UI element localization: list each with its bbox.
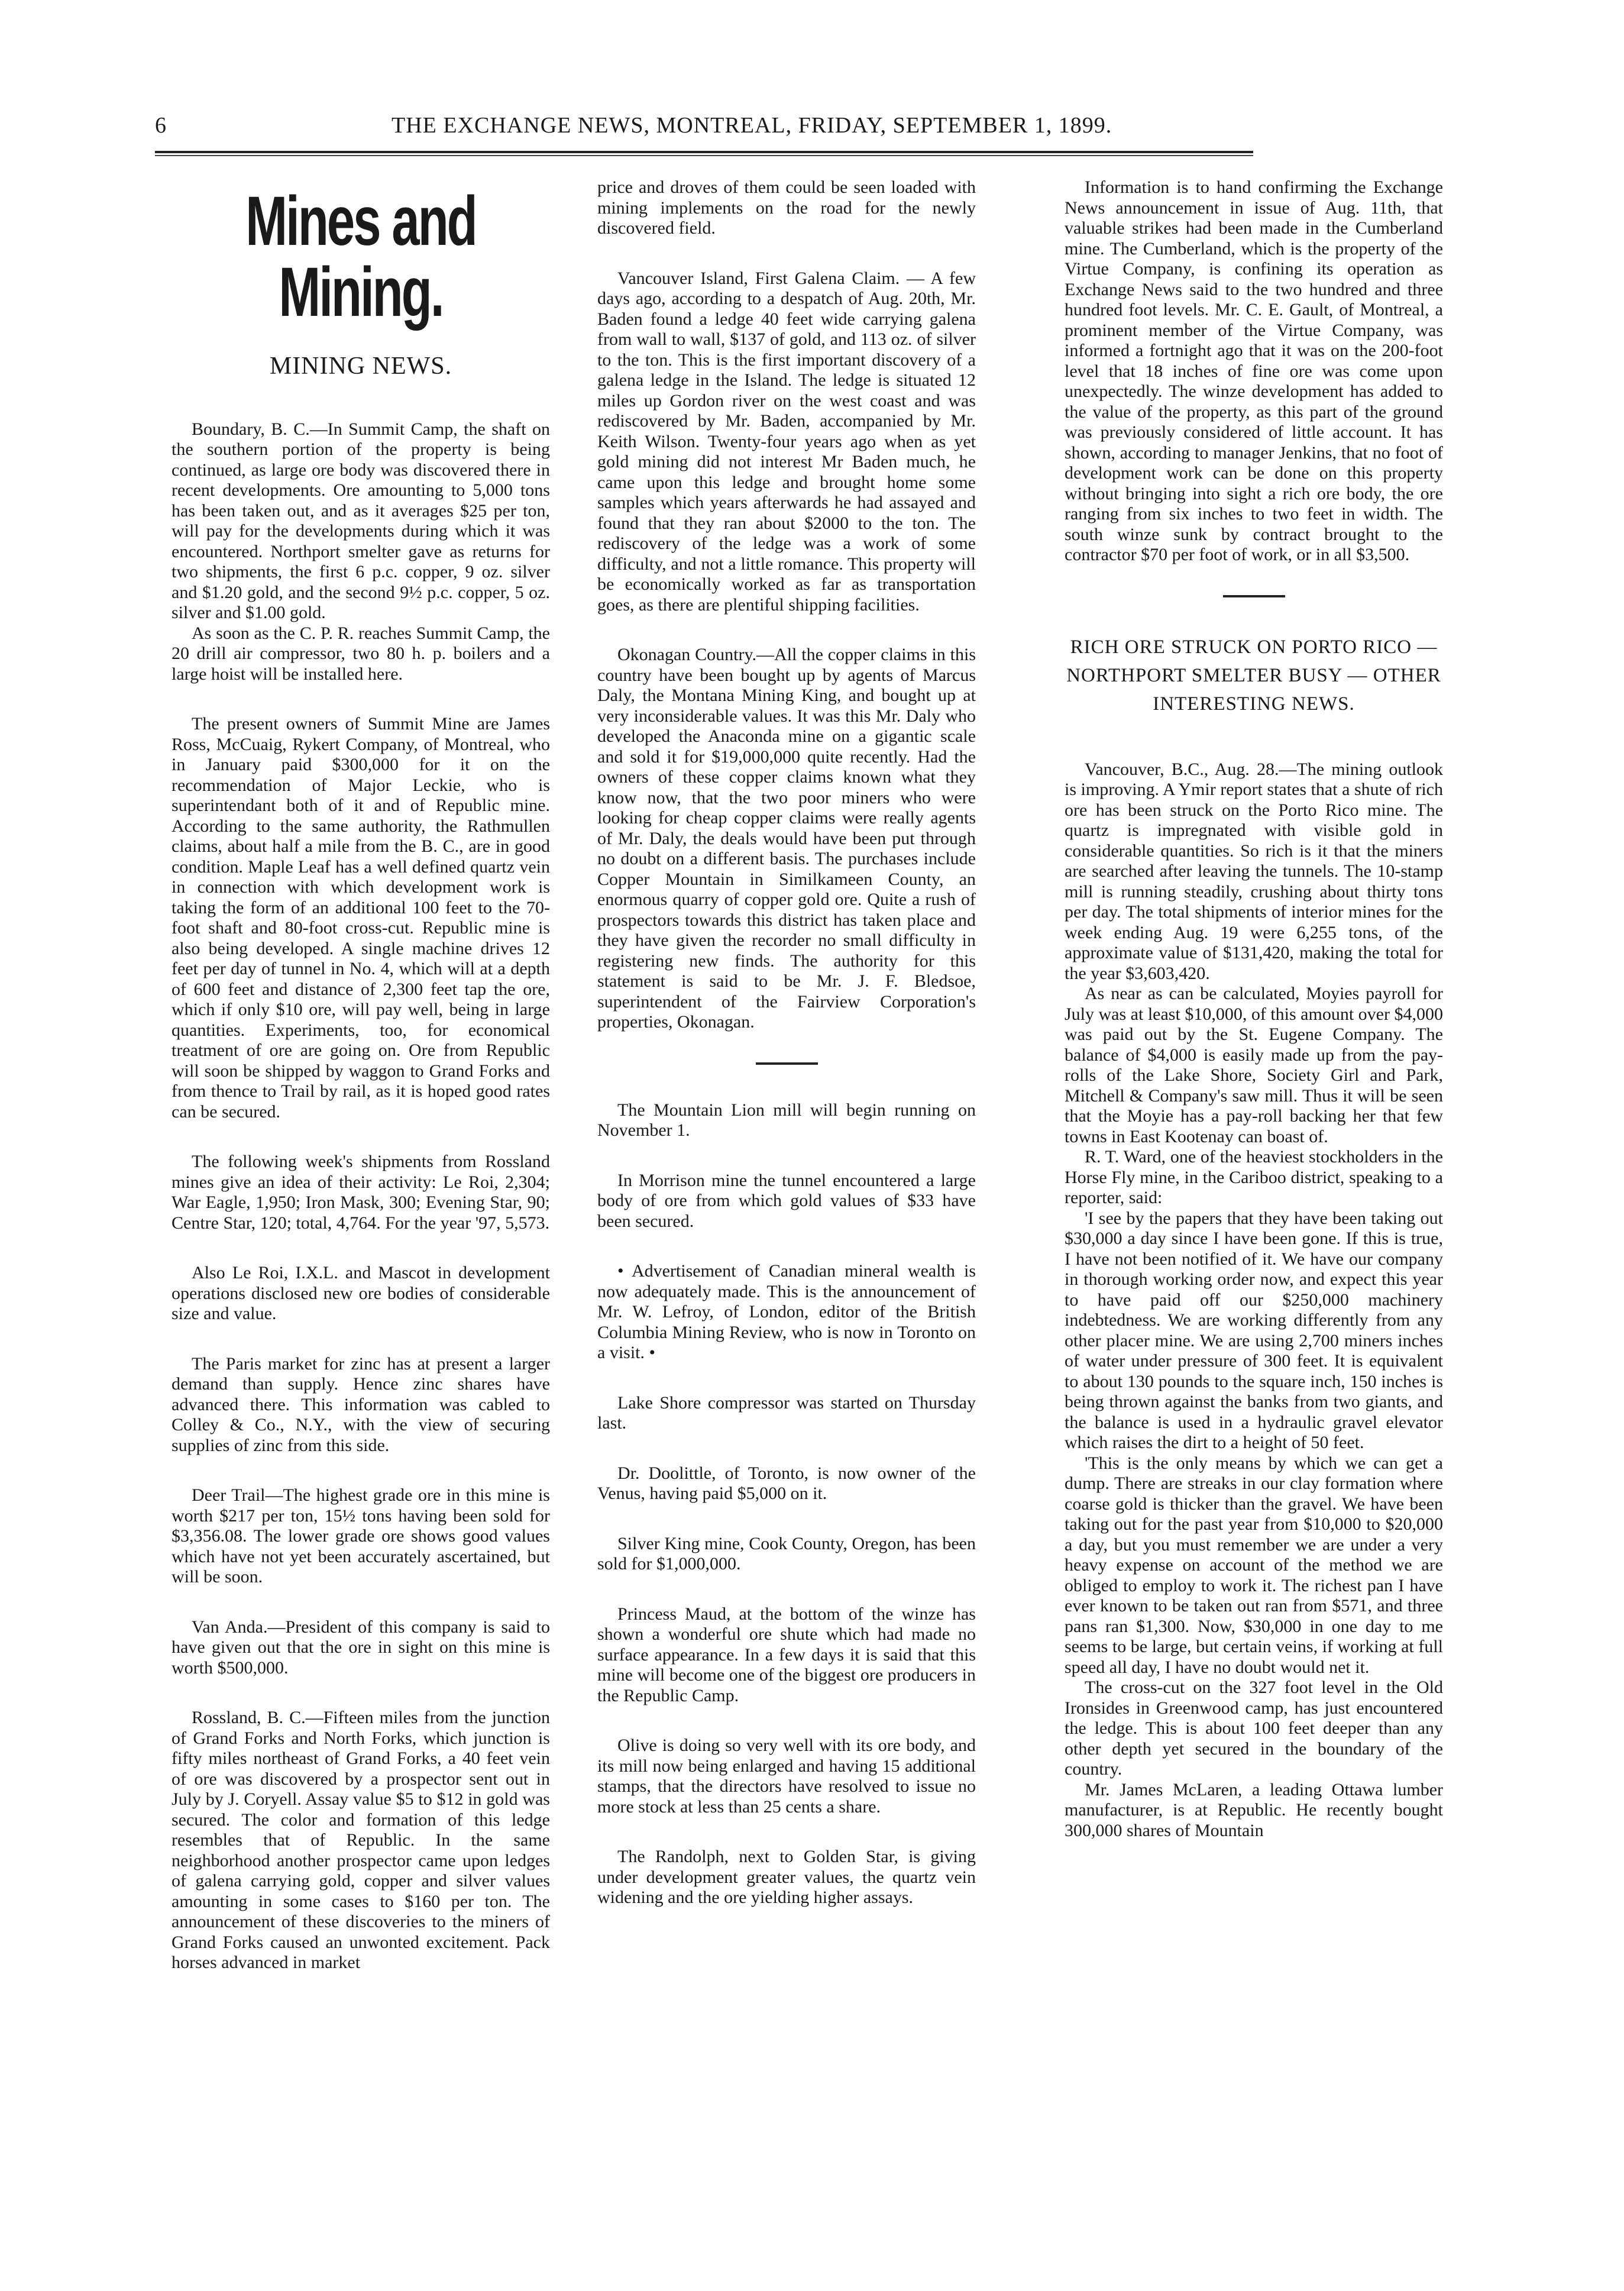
page-number: 6	[155, 113, 167, 138]
page-header	[155, 112, 1255, 148]
article-paragraph: In Morrison mine the tunnel encountered a large body of ore from which gold values of $33 have been secured.	[597, 1170, 976, 1231]
article-paragraph: Boundary, B. C.—In Summit Camp, the shaft on the southern portion of the property is being continued, as large ore body was discovered there in recent developments. Ore amounting to 5,000 tons has been taken out, and as it averages $25 per ton, will pay for the developments during which it was encountered. Northport smelter gave as returns for two shipments, the first 6 p.c. copper, 9 oz. silver and $1.20 gold, and the second 9½ p.c. copper, 5 oz. silver and $1.00 gold.	[172, 419, 550, 622]
article-paragraph: The Mountain Lion mill will begin running on November 1.	[597, 1100, 976, 1140]
article-paragraph: Okonagan Country.—All the copper claims in this country have been bought up by agents of Marcus Daly, the Montana Mining King, and bought up at very inconsiderable values. It was this Mr. Daly who developed the Anaconda mine on a gigantic scale and sold it for $19,000,000 quite recently. Had the owners of these copper claims known what they know now, that the two poor miners who were looking for cheap copper claims were really agents of Mr. Daly, the deals would have been put through no doubt on a different basis. The purchases include Copper Mountain in Similkameen County, an enormous quarry of copper gold ore. Quite a rush of prospectors towards this district has taken place and they have given the recorder no small difficulty in registering new finds. The authority for this statement is said to be Mr. J. F. Bledsoe, superintendent of the Fairview Corporation's properties, Okonagan.	[597, 645, 976, 1032]
article-paragraph: Vancouver, B.C., Aug. 28.—The mining outlook is improving. A Ymir report states that a shute of rich ore has been struck on the Porto Rico mine. The quartz is impregnated with visible gold in considerable quantities. So rich is it that the miners are searched after leaving the tunnels. The 10-stamp mill is running steadily, crushing about thirty tons per day. The total shipments of interior mines for the week ending Aug. 19 were 6,255 tons, of the approximate value of $131,420, making the total for the year $3,603,420.	[1065, 759, 1443, 983]
article-paragraph: Rossland, B. C.—Fifteen miles from the junction of Grand Forks and North Forks, which junction is fifty miles northeast of Grand Forks, a 40 feet vein of ore was discovered by a prospector sent out in July by J. Coryell. Assay value $5 to $12 in gold was secured. The color and formation of this ledge resembles that of Republic. In the same neighborhood another prospector came upon ledges of galena carrying gold, copper and silver values amounting in some cases to $160 per ton. The announcement of these discoveries to the miners of Grand Forks caused an unwonted excitement. Pack horses advanced in market	[172, 1708, 550, 1972]
article-paragraph: Olive is doing so very well with its ore body, and its mill now being enlarged and having 15 additional stamps, that the directors have resolved to issue no more stock at less than 25 cents a share.	[597, 1736, 976, 1817]
article-paragraph: As near as can be calculated, Moyies payroll for July was at least $10,000, of this amount over $4,000 was paid out by the St. Eugene Company. The balance of $4,000 is easily made up from the pay-rolls of the Lake Shore, Society Girl and Park, Mitchell & Company's saw mill. Thus it will be seen that the Moyie has a pay-roll backing her that few towns in East Kootenay can boast of.	[1065, 984, 1443, 1146]
article-paragraph: 'This is the only means by which we can get a dump. There are streaks in our clay formation where coarse gold is thicker than the gravel. We have been taking out for the past year from $10,000 to $20,000 a day, but you must remember we are under a very heavy expense on account of the method we are obliged to employ to work it. The richest pan I have ever known to be taken out ran from $571, and three pans ran $1,300. Now, $30,000 in one day to me seems to be large, but certain veins, if working at full speed all day, I have no doubt would net it.	[1065, 1453, 1443, 1677]
header-rule	[155, 151, 1253, 153]
article-paragraph: The cross-cut on the 327 foot level in the Old Ironsides in Greenwood camp, has just encountered the ledge. This is about 100 feet deeper than any other depth yet secured in the boundary of the country.	[1065, 1678, 1443, 1779]
article-paragraph: The Randolph, next to Golden Star, is giving under development greater values, the quartz vein widening and the ore yielding higher assays.	[597, 1847, 976, 1907]
column-2	[597, 177, 976, 1938]
column-1	[172, 177, 550, 2003]
article-paragraph: 'I see by the papers that they have been taking out $30,000 a day since I have been gone. If this is true, I have not been notified of it. We have our company in thorough working order now, and expect this year to have paid off our $250,000 machinery indebtedness. We are working differently from any other placer mine. We are using 2,700 miners inches of water under pressure of 300 feet. It is equivalent to about 130 pounds to the square inch, 150 inches is being thrown against the banks from two giants, and the balance is used in a hydraulic gravel elevator which raises the dirt to a height of 50 feet.	[1065, 1208, 1443, 1452]
article-paragraph: Information is to hand confirming the Exchange News announcement in issue of Aug. 11th, that valuable strikes had been made in the Cumberland mine. The Cumberland, which is the property of the Virtue Company, is confining its operation as Exchange News said to the two hundred and three hundred foot levels. Mr. C. E. Gault, of Montreal, a prominent member of the Virtue Company, was informed a fortnight ago that it was on the 200-foot level that 18 inches of fine ore was come upon unexpectedly. The winze development has added to the value of the property, as this part of the ground was previously considered of little account. It has shown, according to manager Jenkins, that no foot of development work can be done on this property without bringing into sight a rich ore body, the ore ranging from six inches to two feet in width. The south winze sunk by contract brought to the contractor $70 per foot of work, or in all $3,500.	[1065, 177, 1443, 564]
article-paragraph: Also Le Roi, I.X.L. and Mascot in development operations disclosed new ore bodies of considerable size and value.	[172, 1263, 550, 1323]
column-3	[1065, 177, 1443, 1841]
article-paragraph: Van Anda.—President of this company is said to have given out that the ore in sight on this mine is worth $500,000.	[172, 1617, 550, 1678]
article-paragraph: Vancouver Island, First Galena Claim. — A few days ago, according to a despatch of Aug. 20th, Mr. Baden found a ledge 40 feet wide carrying galena from wall to wall, $137 of gold, and 113 oz. of silver to the ton. This is the first important discovery of a galena ledge in the Island. The ledge is situated 12 miles up Gordon river on the west coast and was rediscovered by Mr. Baden, accompanied by Mr. Keith Wilson. Twenty-four years ago when as yet gold mining did not interest Mr Baden much, he came upon this ledge and brought home some samples which years afterwards he had assayed and found that they ran about $2000 to the ton. The rediscovery of the ledge was a work of some difficulty, and not a little romance. This property will be economically worked as far as transportation goes, as there are plentiful shipping facilities.	[597, 268, 976, 615]
section-title: MINING NEWS.	[269, 353, 452, 380]
article-paragraph: Dr. Doolittle, of Toronto, is now owner of the Venus, having paid $5,000 on it.	[597, 1463, 976, 1503]
section-masthead: Mines and Mining.	[245, 182, 476, 331]
article-paragraph: Lake Shore compressor was started on Thursday last.	[597, 1392, 976, 1433]
header-rule-thin	[155, 155, 1253, 156]
article-paragraph: R. T. Ward, one of the heaviest stockholders in the Horse Fly mine, in the Cariboo district, speaking to a reporter, said:	[1065, 1147, 1443, 1207]
article-paragraph: The following week's shipments from Rossland mines give an idea of their activity: Le Roi, 2,304; War Eagle, 1,950; Iron Mask, 300; Evening Star, 90; Centre Star, 120; total, 4,764. For the year '97, 5,573.	[172, 1152, 550, 1233]
article-paragraph: As soon as the C. P. R. reaches Summit Camp, the 20 drill air compressor, two 80 h. p. boilers and a large hoist will be installed here.	[172, 623, 550, 684]
newspaper-title: THE EXCHANGE NEWS, MONTREAL, FRIDAY, SEPTEMBER 1, 1899.	[392, 113, 1112, 138]
article-paragraph: price and droves of them could be seen loaded with mining implements on the road for the newly discovered field.	[597, 177, 976, 238]
article-paragraph: Silver King mine, Cook County, Oregon, has been sold for $1,000,000.	[597, 1533, 976, 1573]
article-paragraph: The present owners of Summit Mine are James Ross, McCuaig, Rykert Company, of Montreal, who in January paid $300,000 for it on the recommendation of Major Leckie, who is superintendant both of it and of Republic mine. According to the same authority, the Rathmullen claims, about half a mile from the B. C., are in good condition. Maple Leaf has a well defined quartz vein in connection with which development work is taking the form of an additional 100 feet to the 70-foot shaft and 80-foot cross-cut. Republic mine is also being developed. A single machine drives 12 feet per day of tunnel in No. 4, which will at a depth of 600 feet and distance of 2,300 feet tap the ore, which if only $10 ore, will pay well, being in large quantities. Experiments, too, for economical treatment of ore are going on. Ore from Republic will soon be shipped by waggon to Grand Forks and from thence to Trail by rail, as it is hoped good rates can be secured.	[172, 714, 550, 1122]
column-divider	[756, 1062, 818, 1065]
article-headline: RICH ORE STRUCK ON PORTO RICO — NORTHPORT SMELTER BUSY — OTHER INTERESTING NEWS.	[1066, 636, 1441, 715]
article-paragraph: The Paris market for zinc has at present a larger demand than supply. Hence zinc shares have advanced there. This information was cabled to Colley & Co., N.Y., with the view of securing supplies of zinc from this side.	[172, 1353, 550, 1455]
article-paragraph: • Advertisement of Canadian mineral wealth is now adequately made. This is the announcement of Mr. W. Lefroy, of London, editor of the British Columbia Mining Review, who is now in Toronto on a visit. •	[597, 1261, 976, 1362]
article-paragraph: Deer Trail—The highest grade ore in this mine is worth $217 per ton, 15½ tons having been sold for $3,356.08. The lower grade ore shows good values which have not yet been accurately ascertained, but will be soon.	[172, 1485, 550, 1586]
article-paragraph: Princess Maud, at the bottom of the winze has shown a wonderful ore shute which had made no surface appearance. In a few days it is said that this mine will become one of the biggest ore producers in the Republic Camp.	[597, 1604, 976, 1705]
article-paragraph: Mr. James McLaren, a leading Ottawa lumber manufacturer, is at Republic. He recently bought 300,000 shares of Mountain	[1065, 1779, 1443, 1840]
column-divider	[1223, 595, 1285, 597]
